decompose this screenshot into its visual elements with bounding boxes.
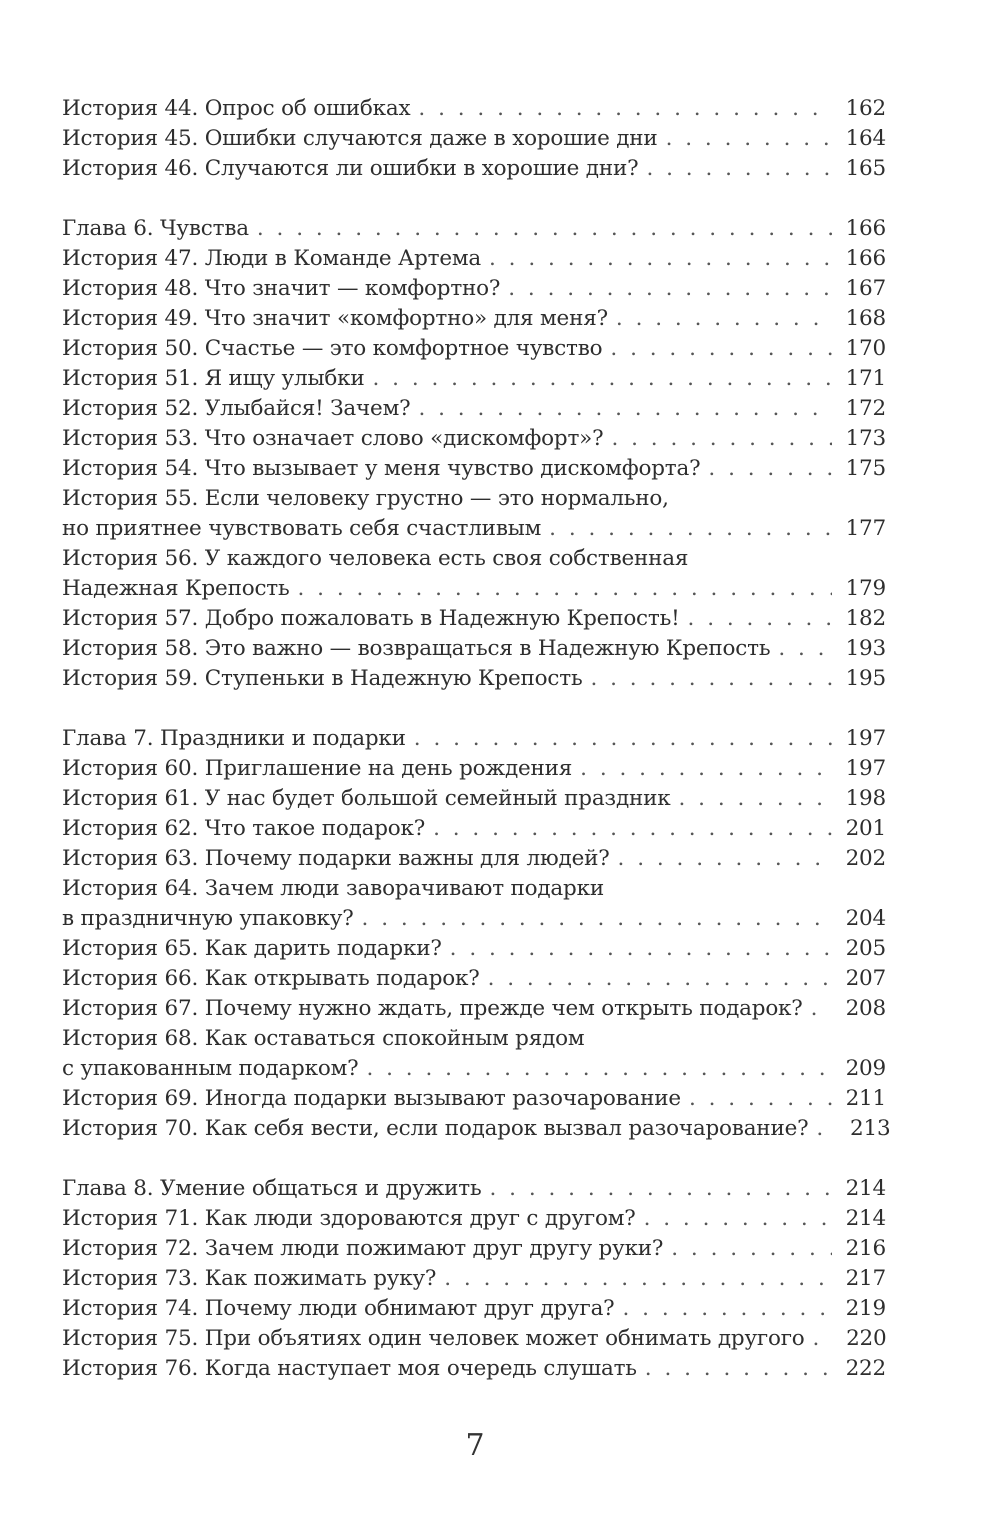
dot-leader	[362, 904, 832, 934]
toc-entry-line	[62, 874, 886, 904]
dot-leader	[433, 814, 832, 844]
toc-entry-line	[62, 1084, 886, 1114]
toc-entry-page: 207	[845, 966, 886, 991]
dot-leader	[618, 844, 832, 874]
dot-leader	[508, 274, 832, 304]
dot-leader	[689, 1084, 832, 1114]
toc-entry-page: 198	[845, 786, 886, 811]
toc-entry-title: История 73. Как пожимать руку?	[62, 1266, 437, 1291]
toc-entry-title: История 57. Добро пожаловать в Надежную Крепость!	[62, 606, 680, 631]
toc-entry-page: 172	[845, 396, 886, 421]
toc-entry-page: 213	[849, 1116, 891, 1141]
toc-entry-line	[62, 664, 886, 694]
dot-leader	[257, 214, 832, 244]
toc-entry-page: 195	[845, 666, 886, 691]
toc-entry-line	[62, 754, 886, 784]
dot-leader	[444, 1264, 832, 1294]
toc-entry-title: История 60. Приглашение на день рождения	[62, 756, 573, 781]
toc-story-entry	[62, 1294, 886, 1324]
toc-entry-line	[62, 334, 886, 364]
toc-entry-page: 166	[845, 216, 886, 241]
toc-story-entry	[62, 604, 886, 634]
toc-entry-line	[62, 934, 886, 964]
toc-entry-line	[62, 574, 886, 604]
toc-entry-page: 165	[845, 156, 886, 181]
toc-entry-line	[62, 304, 886, 334]
table-of-contents	[62, 94, 891, 1384]
dot-leader	[610, 334, 832, 364]
toc-entry-page: 214	[845, 1206, 886, 1231]
dot-leader	[418, 394, 832, 424]
toc-entry-page: 208	[845, 996, 886, 1021]
toc-story-entry	[62, 664, 886, 694]
toc-story-entry	[62, 1234, 886, 1264]
dot-leader	[366, 1054, 832, 1084]
toc-entry-page: 167	[845, 276, 886, 301]
dot-leader	[611, 424, 832, 454]
toc-entry-line	[62, 514, 886, 544]
dot-leader	[813, 1324, 833, 1354]
toc-entry-page: 173	[845, 426, 886, 451]
toc-entry-title: История 67. Почему нужно ждать, прежде чем открыть подарок?	[62, 996, 803, 1021]
toc-entry-line	[62, 244, 886, 274]
toc-entry-title: в праздничную упаковку?	[62, 906, 354, 931]
toc-entry-title: История 75. При объятиях один человек может обнимать другого	[62, 1326, 805, 1351]
toc-chapter-entry	[62, 724, 886, 754]
toc-entry-page: 162	[845, 96, 886, 121]
toc-entry-line	[62, 544, 886, 574]
toc-entry-title: История 47. Люди в Команде Артема	[62, 246, 482, 271]
dot-leader	[616, 304, 832, 334]
toc-entry-line	[62, 94, 886, 124]
toc-story-entry	[62, 124, 886, 154]
toc-story-entry	[62, 1024, 886, 1084]
dot-leader	[450, 934, 832, 964]
toc-entry-page: 170	[845, 336, 886, 361]
toc-entry-page: 177	[845, 516, 886, 541]
toc-entry-title: История 66. Как открывать подарок?	[62, 966, 480, 991]
dot-leader	[688, 604, 832, 634]
toc-entry-line	[62, 1054, 886, 1084]
toc-story-entry	[62, 304, 886, 334]
toc-entry-line	[62, 814, 886, 844]
dot-leader	[590, 664, 832, 694]
toc-entry-line	[62, 394, 886, 424]
toc-entry-line	[62, 964, 886, 994]
toc-entry-title: История 49. Что значит «комфортно» для меня?	[62, 306, 608, 331]
toc-entry-title: История 71. Как люди здороваются друг с другом?	[62, 1206, 636, 1231]
toc-entry-title: История 61. У нас будет большой семейный праздник	[62, 786, 671, 811]
toc-entry-line	[62, 274, 886, 304]
toc-entry-title: История 50. Счастье — это комфортное чувство	[62, 336, 603, 361]
toc-entry-title: История 46. Случаются ли ошибки в хорошие дни?	[62, 156, 639, 181]
toc-entry-line	[62, 154, 886, 184]
dot-leader	[372, 364, 832, 394]
toc-entry-line	[62, 604, 886, 634]
toc-entry-title: Надежная Крепость	[62, 576, 290, 601]
toc-entry-title: История 44. Опрос об ошибках	[62, 96, 411, 121]
dot-leader	[778, 634, 832, 664]
toc-chapter-entry	[62, 1174, 886, 1204]
dot-leader	[414, 724, 832, 754]
toc-entry-line	[62, 484, 886, 514]
toc-entry-line	[62, 994, 886, 1024]
toc-entry-page: 222	[845, 1356, 886, 1381]
toc-entry-line	[62, 454, 886, 484]
toc-entry-page: 164	[845, 126, 886, 151]
toc-story-entry	[62, 874, 886, 934]
toc-story-entry	[62, 484, 886, 544]
toc-story-entry	[62, 964, 886, 994]
toc-entry-page: 209	[845, 1056, 886, 1081]
toc-story-entry	[62, 1324, 886, 1354]
toc-entry-title: История 52. Улыбайся! Зачем?	[62, 396, 411, 421]
toc-entry-line	[62, 784, 886, 814]
toc-entry-title: История 48. Что значит — комфортно?	[62, 276, 501, 301]
dot-leader	[671, 1234, 832, 1264]
toc-story-entry	[62, 634, 886, 664]
toc-entry-page: 201	[845, 816, 886, 841]
toc-entry-page: 214	[845, 1176, 886, 1201]
toc-entry-line	[62, 124, 886, 154]
toc-entry-page: 168	[845, 306, 886, 331]
dot-leader	[708, 454, 832, 484]
toc-entry-page: 219	[845, 1296, 886, 1321]
toc-story-entry	[62, 1114, 891, 1144]
toc-entry-title: История 62. Что такое подарок?	[62, 816, 426, 841]
toc-entry-title: История 68. Как оставаться спокойным рядом	[62, 1026, 585, 1051]
toc-story-entry	[62, 814, 886, 844]
toc-entry-page: 197	[845, 726, 886, 751]
toc-entry-title: История 69. Иногда подарки вызывают разочарование	[62, 1086, 681, 1111]
toc-entry-line	[62, 904, 886, 934]
toc-entry-page: 175	[845, 456, 886, 481]
dot-leader	[811, 994, 832, 1024]
toc-entry-title: Глава 7. Праздники и подарки	[62, 726, 406, 751]
toc-entry-title: История 55. Если человеку грустно — это нормально,	[62, 486, 669, 511]
toc-entry-line	[62, 1354, 886, 1384]
toc-story-entry	[62, 154, 886, 184]
toc-story-entry	[62, 544, 886, 604]
toc-entry-title: История 65. Как дарить подарки?	[62, 936, 442, 961]
toc-entry-page: 202	[845, 846, 886, 871]
toc-entry-page: 171	[845, 366, 886, 391]
toc-entry-line	[62, 1294, 886, 1324]
toc-story-entry	[62, 454, 886, 484]
toc-entry-line	[62, 1174, 886, 1204]
toc-entry-page: 220	[846, 1326, 887, 1351]
toc-story-entry	[62, 394, 886, 424]
dot-leader	[646, 154, 832, 184]
toc-story-entry	[62, 274, 886, 304]
toc-entry-line	[62, 1324, 886, 1354]
page-number: 7	[465, 1428, 485, 1463]
toc-entry-title: с упакованным подарком?	[62, 1056, 359, 1081]
toc-entry-page: 205	[845, 936, 886, 961]
toc-chapter-entry	[62, 214, 886, 244]
toc-entry-page: 166	[845, 246, 886, 271]
dot-leader	[816, 1114, 836, 1144]
toc-entry-line	[62, 844, 886, 874]
toc-entry-title: История 53. Что означает слово «дискомфорт»?	[62, 426, 604, 451]
toc-entry-title: История 59. Ступеньки в Надежную Крепость	[62, 666, 583, 691]
toc-entry-page: 217	[845, 1266, 886, 1291]
toc-entry-title: История 72. Зачем люди пожимают друг другу руки?	[62, 1236, 664, 1261]
toc-entry-line	[62, 634, 886, 664]
toc-story-entry	[62, 364, 886, 394]
toc-entry-title: История 76. Когда наступает моя очередь слушать	[62, 1356, 637, 1381]
dot-leader	[489, 244, 832, 274]
toc-entry-page: 216	[845, 1236, 886, 1261]
toc-story-entry	[62, 934, 886, 964]
dot-leader	[679, 784, 833, 814]
toc-entry-page: 179	[845, 576, 886, 601]
toc-entry-line	[62, 724, 886, 754]
toc-entry-line	[62, 1204, 886, 1234]
toc-story-entry	[62, 994, 886, 1024]
toc-story-entry	[62, 1354, 886, 1384]
toc-entry-line	[62, 1264, 886, 1294]
toc-story-entry	[62, 784, 886, 814]
toc-story-entry	[62, 1204, 886, 1234]
toc-entry-title: История 45. Ошибки случаются даже в хорошие дни	[62, 126, 658, 151]
toc-entry-title: Глава 6. Чувства	[62, 216, 249, 241]
toc-entry-title: История 63. Почему подарки важны для людей?	[62, 846, 610, 871]
dot-leader	[666, 124, 832, 154]
dot-leader	[489, 1174, 832, 1204]
toc-story-entry	[62, 844, 886, 874]
toc-entry-page: 182	[845, 606, 886, 631]
toc-entry-line	[62, 424, 886, 454]
toc-story-entry	[62, 244, 886, 274]
toc-entry-title: но приятнее чувствовать себя счастливым	[62, 516, 542, 541]
toc-entry-page: 211	[845, 1086, 886, 1111]
dot-leader	[488, 964, 832, 994]
dot-leader	[644, 1204, 832, 1234]
toc-story-entry	[62, 334, 886, 364]
toc-entry-page: 193	[845, 636, 886, 661]
toc-story-entry	[62, 424, 886, 454]
toc-story-entry	[62, 1084, 886, 1114]
toc-entry-title: История 54. Что вызывает у меня чувство дискомфорта?	[62, 456, 701, 481]
dot-leader	[580, 754, 832, 784]
dot-leader	[418, 94, 832, 124]
toc-entry-line	[62, 1024, 886, 1054]
toc-story-entry	[62, 1264, 886, 1294]
toc-entry-title: Глава 8. Умение общаться и дружить	[62, 1176, 482, 1201]
toc-entry-title: История 70. Как себя вести, если подарок вызвал разочарование?	[62, 1116, 809, 1141]
dot-leader	[623, 1294, 832, 1324]
toc-entry-title: История 74. Почему люди обнимают друг друга?	[62, 1296, 615, 1321]
toc-entry-title: История 64. Зачем люди заворачивают подарки	[62, 876, 604, 901]
toc-entry-page: 197	[845, 756, 886, 781]
dot-leader	[549, 514, 832, 544]
toc-entry-line	[62, 1234, 886, 1264]
toc-story-entry	[62, 754, 886, 784]
toc-story-entry	[62, 94, 886, 124]
dot-leader	[645, 1354, 832, 1384]
toc-entry-title: История 51. Я ищу улыбки	[62, 366, 365, 391]
toc-entry-title: История 56. У каждого человека есть своя собственная	[62, 546, 689, 571]
toc-entry-line	[62, 1114, 891, 1144]
dot-leader	[298, 574, 833, 604]
toc-entry-line	[62, 214, 886, 244]
toc-entry-page: 204	[845, 906, 886, 931]
toc-entry-title: История 58. Это важно — возвращаться в Надежную Крепость	[62, 636, 771, 661]
toc-entry-line	[62, 364, 886, 394]
